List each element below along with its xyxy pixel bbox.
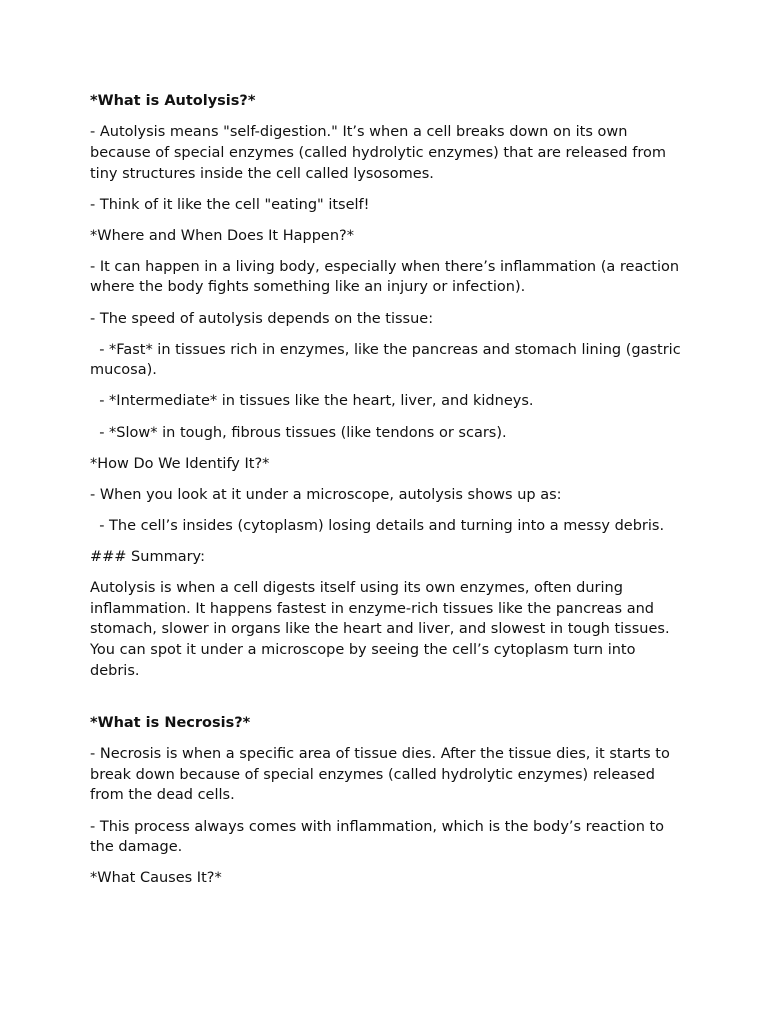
- speed-slow-item: - *Slow* in tough, fibrous tissues (like tendons or scars).: [90, 424, 507, 441]
- identify-item: - The cell’s insides (cytoplasm) losing details and turning into a messy debris.: [90, 517, 665, 534]
- document-page: [90, 91, 686, 899]
- necrosis-heading: *What is Necrosis?*: [90, 714, 251, 731]
- identify-subheading: *How Do We Identify It?*: [90, 455, 270, 472]
- autolysis-heading: *What is Autolysis?*: [90, 93, 256, 109]
- summary-heading: ### Summary:: [90, 548, 205, 565]
- speed-fast-item: - *Fast* in tissues rich in enzymes, like the pancreas and stomach lining (gastric mucosa).: [90, 341, 686, 379]
- autolysis-analogy: - Think of it like the cell "eating" itself!: [90, 196, 370, 213]
- summary-text: Autolysis is when a cell digests itself using its own enzymes, often during inflammation. It happens fastest in enzyme-rich tissues like the pancreas and stomach, slower in organs like the heart and liver, and slowest in tough tissues. You can spot it under a microscope by seeing the cell’s cytoplasm turn into debris.: [90, 580, 675, 679]
- autolysis-definition: - Autolysis means "self-digestion." It’s when a cell breaks down on its own because of special enzymes (called hydrolytic enzymes) that are released from tiny structures inside the cell called lysosomes.: [90, 124, 671, 182]
- identify-text: - When you look at it under a microscope, autolysis shows up as:: [90, 486, 562, 503]
- section-gap: [90, 692, 686, 713]
- speed-intermediate-item: - *Intermediate* in tissues like the heart, liver, and kidneys.: [90, 393, 534, 410]
- causes-subheading: *What Causes It?*: [90, 870, 222, 887]
- where-when-subheading: *Where and When Does It Happen?*: [90, 227, 354, 244]
- necrosis-inflammation: - This process always comes with inflammation, which is the body’s reaction to the damage.: [90, 818, 669, 856]
- speed-intro: - The speed of autolysis depends on the tissue:: [90, 310, 434, 327]
- where-when-text: - It can happen in a living body, especially when there’s inflammation (a reaction where the body fights something like an injury or infection).: [90, 258, 684, 296]
- necrosis-definition: - Necrosis is when a specific area of tissue dies. After the tissue dies, it starts to break down because of special enzymes (called hydrolytic enzymes) released from the dead cells.: [90, 746, 675, 804]
